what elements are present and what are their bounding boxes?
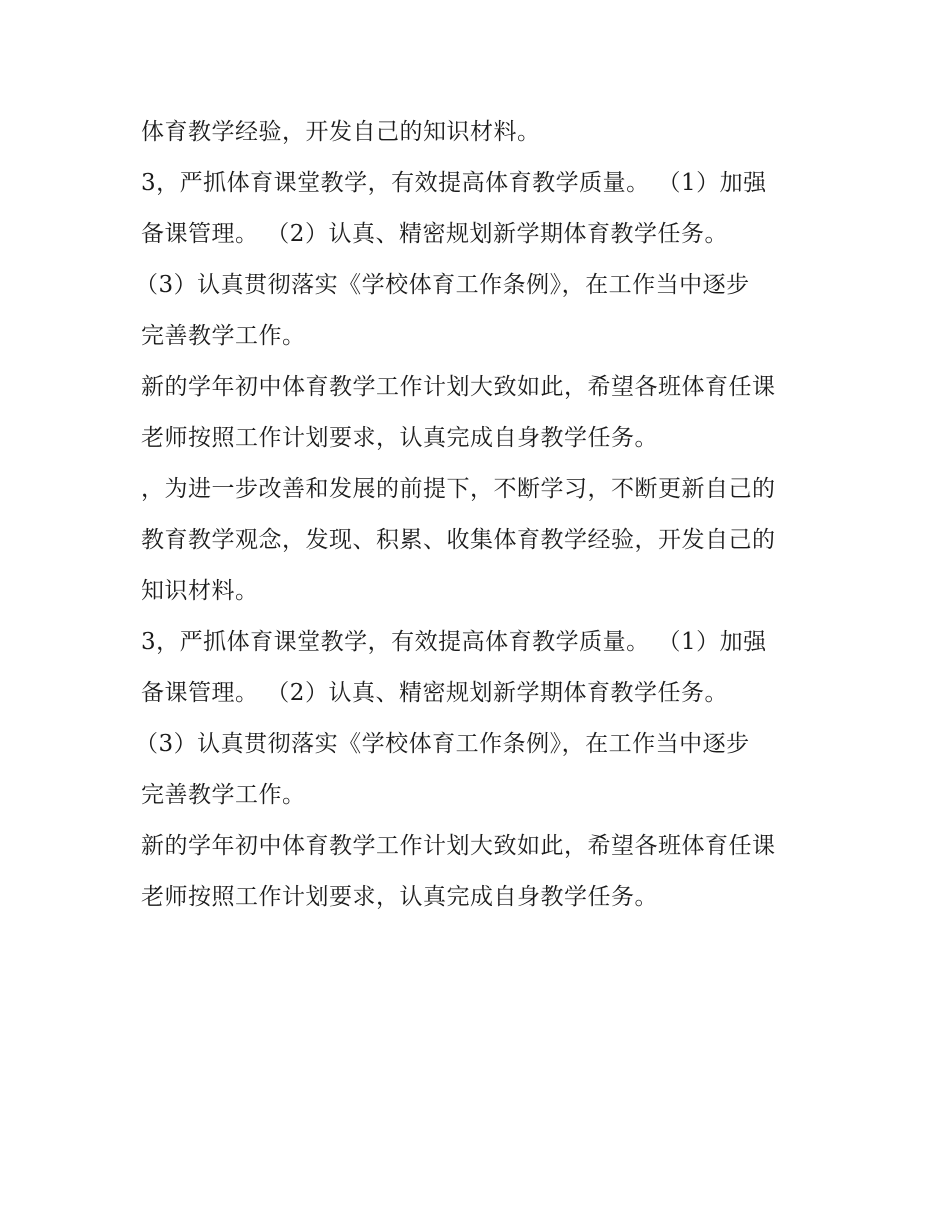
text-line: ，为进一步改善和发展的前提下，不断学习，不断更新自己的 (141, 476, 776, 502)
text-line: 知识材料。 (141, 578, 259, 604)
text-line: 体育教学经验，开发自己的知识材料。 (141, 119, 541, 145)
document-body (135, 107, 841, 923)
text-line: 备课管理。 （2）认真、精密规划新学期体育教学任务。 (141, 680, 728, 706)
text-line: 备课管理。 （2）认真、精密规划新学期体育教学任务。 (141, 221, 728, 247)
text-line: 3，严抓体育课堂教学，有效提高体育教学质量。 （1）加强 (141, 170, 767, 196)
text-line: （3）认真贯彻落实《学校体育工作条例》，在工作当中逐步 (135, 272, 750, 298)
text-line: 老师按照工作计划要求，认真完成自身教学任务。 (141, 884, 658, 910)
text-line: 教育教学观念，发现、积累、收集体育教学经验，开发自己的 (141, 527, 776, 553)
text-line: 完善教学工作。 (141, 323, 306, 349)
text-line: 完善教学工作。 (141, 782, 306, 808)
text-line: 3，严抓体育课堂教学，有效提高体育教学质量。 （1）加强 (141, 629, 767, 655)
text-line: 老师按照工作计划要求，认真完成自身教学任务。 (141, 425, 658, 451)
text-line: 新的学年初中体育教学工作计划大致如此，希望各班体育任课 (141, 374, 776, 400)
text-line: 新的学年初中体育教学工作计划大致如此，希望各班体育任课 (141, 833, 776, 859)
text-line: （3）认真贯彻落实《学校体育工作条例》，在工作当中逐步 (135, 731, 750, 757)
